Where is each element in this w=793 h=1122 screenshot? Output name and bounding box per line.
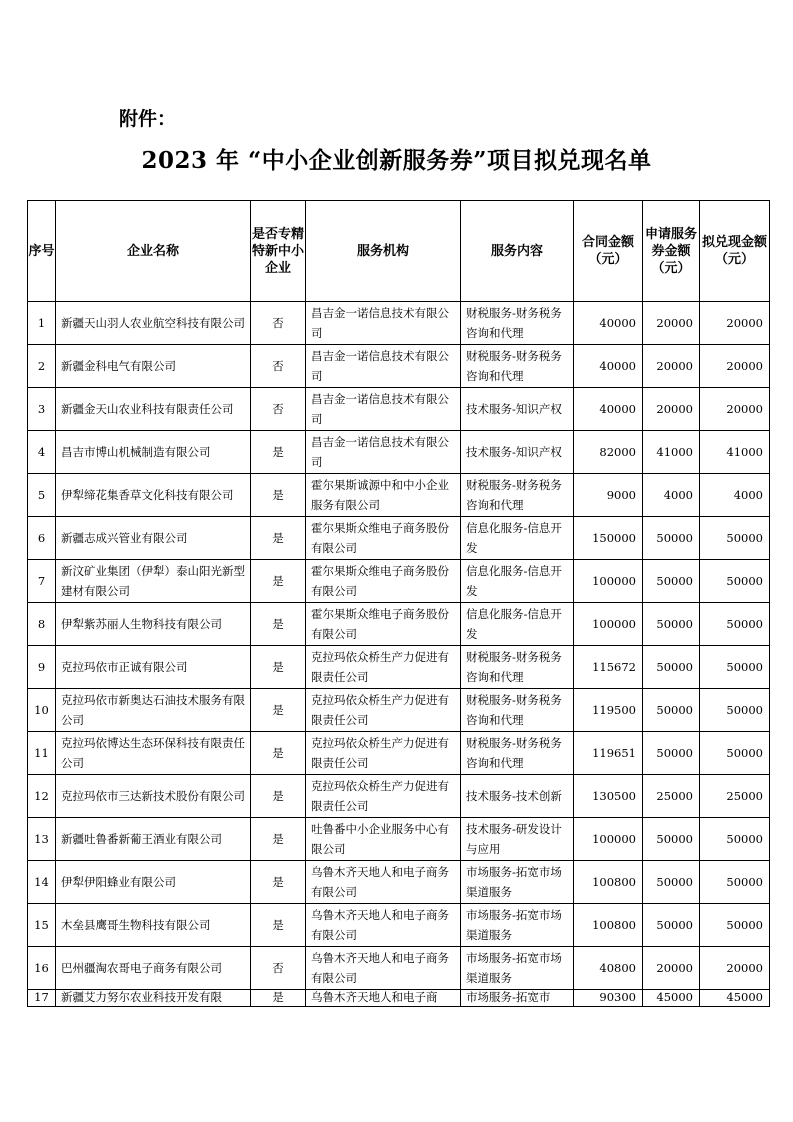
cell-applied: 45000 [643,990,700,1007]
table-row [28,990,770,1007]
cell-company: 昌吉市博山机械制造有限公司 [56,431,251,474]
cell-seq: 1 [28,302,56,345]
cell-sme: 是 [251,904,306,947]
cell-applied: 20000 [643,388,700,431]
cell-payout: 20000 [700,302,770,345]
cell-contract: 100800 [574,861,643,904]
attachment-label: 附件： [119,108,177,130]
cell-sme: 是 [251,603,306,646]
cell-agency: 乌鲁木齐天地人和电子商务有限公司 [306,947,461,990]
award-list-table [27,200,770,1007]
cell-company: 克拉玛依市正诚有限公司 [56,646,251,689]
cell-applied: 50000 [643,732,700,775]
cell-contract: 130500 [574,775,643,818]
table-row [28,431,770,474]
cell-contract: 100000 [574,560,643,603]
cell-seq: 12 [28,775,56,818]
cell-contract: 100000 [574,603,643,646]
cell-sme: 是 [251,818,306,861]
header-contract: 合同金额（元） [574,201,643,302]
header-content: 服务内容 [461,201,574,302]
cell-payout: 50000 [700,517,770,560]
cell-contract: 150000 [574,517,643,560]
cell-company: 新疆志成兴管业有限公司 [56,517,251,560]
table-row [28,388,770,431]
cell-agency: 克拉玛依众桥生产力促进有限责任公司 [306,732,461,775]
cell-payout: 50000 [700,732,770,775]
cell-agency: 昌吉金一诺信息技术有限公司 [306,302,461,345]
cell-contract: 100800 [574,904,643,947]
cell-agency: 昌吉金一诺信息技术有限公司 [306,431,461,474]
header-applied: 申请服务券金额（元） [643,201,700,302]
cell-payout: 25000 [700,775,770,818]
cell-payout: 41000 [700,431,770,474]
cell-applied: 50000 [643,560,700,603]
cell-content: 财税服务-财务税务咨询和代理 [461,302,574,345]
cell-payout: 50000 [700,904,770,947]
cell-seq: 9 [28,646,56,689]
table-row [28,646,770,689]
cell-agency: 乌鲁木齐天地人和电子商 [306,990,461,1007]
cell-company: 新疆金天山农业科技有限责任公司 [56,388,251,431]
cell-applied: 41000 [643,431,700,474]
cell-company: 新汶矿业集团（伊犁）泰山阳光新型建材有限公司 [56,560,251,603]
cell-content: 市场服务-拓宽市 [461,990,574,1007]
cell-contract: 115672 [574,646,643,689]
cell-content: 财税服务-财务税务咨询和代理 [461,732,574,775]
cell-sme: 是 [251,431,306,474]
cell-applied: 50000 [643,517,700,560]
table-row [28,345,770,388]
cell-contract: 40000 [574,388,643,431]
table-row [28,302,770,345]
cell-content: 市场服务-拓宽市场渠道服务 [461,947,574,990]
table-row [28,517,770,560]
cell-sme: 是 [251,646,306,689]
cell-seq: 17 [28,990,56,1007]
table-row [28,818,770,861]
cell-applied: 50000 [643,904,700,947]
cell-sme: 是 [251,990,306,1007]
cell-agency: 乌鲁木齐天地人和电子商务有限公司 [306,861,461,904]
cell-payout: 20000 [700,388,770,431]
cell-seq: 3 [28,388,56,431]
cell-applied: 50000 [643,603,700,646]
cell-company: 伊犁缔花集香草文化科技有限公司 [56,474,251,517]
cell-company: 克拉玛依市新奥达石油技术服务有限公司 [56,689,251,732]
cell-sme: 是 [251,775,306,818]
cell-payout: 4000 [700,474,770,517]
table-row [28,775,770,818]
cell-applied: 25000 [643,775,700,818]
cell-company: 新疆天山羽人农业航空科技有限公司 [56,302,251,345]
table-row [28,732,770,775]
table-row [28,904,770,947]
cell-agency: 昌吉金一诺信息技术有限公司 [306,345,461,388]
cell-seq: 16 [28,947,56,990]
cell-content: 市场服务-拓宽市场渠道服务 [461,861,574,904]
cell-content: 市场服务-拓宽市场渠道服务 [461,904,574,947]
cell-sme: 否 [251,388,306,431]
cell-applied: 50000 [643,818,700,861]
cell-content: 财税服务-财务税务咨询和代理 [461,345,574,388]
cell-contract: 119500 [574,689,643,732]
header-sme: 是否专精特新中小企业 [251,201,306,302]
cell-contract: 40000 [574,302,643,345]
cell-content: 财税服务-财务税务咨询和代理 [461,689,574,732]
cell-applied: 20000 [643,947,700,990]
cell-applied: 50000 [643,689,700,732]
cell-sme: 是 [251,560,306,603]
cell-seq: 13 [28,818,56,861]
cell-agency: 乌鲁木齐天地人和电子商务有限公司 [306,904,461,947]
cell-content: 财税服务-财务税务咨询和代理 [461,474,574,517]
cell-seq: 14 [28,861,56,904]
cell-seq: 5 [28,474,56,517]
cell-contract: 82000 [574,431,643,474]
cell-company: 克拉玛依博达生态环保科技有限责任公司 [56,732,251,775]
cell-sme: 是 [251,474,306,517]
cell-sme: 是 [251,517,306,560]
cell-agency: 霍尔果斯众维电子商务股份有限公司 [306,560,461,603]
cell-agency: 昌吉金一诺信息技术有限公司 [306,388,461,431]
cell-contract: 40000 [574,345,643,388]
cell-sme: 否 [251,345,306,388]
cell-company: 新疆吐鲁番新葡王酒业有限公司 [56,818,251,861]
cell-agency: 霍尔果斯诚源中和中小企业服务有限公司 [306,474,461,517]
cell-sme: 是 [251,861,306,904]
cell-agency: 霍尔果斯众维电子商务股份有限公司 [306,517,461,560]
cell-seq: 4 [28,431,56,474]
cell-content: 技术服务-技术创新 [461,775,574,818]
cell-agency: 吐鲁番中小企业服务中心有限公司 [306,818,461,861]
cell-applied: 20000 [643,345,700,388]
cell-seq: 2 [28,345,56,388]
cell-contract: 100000 [574,818,643,861]
cell-payout: 50000 [700,861,770,904]
cell-company: 伊犁伊阳蜂业有限公司 [56,861,251,904]
cell-company: 克拉玛依市三达新技术股份有限公司 [56,775,251,818]
cell-payout: 50000 [700,603,770,646]
table-row [28,603,770,646]
cell-content: 财税服务-财务税务咨询和代理 [461,646,574,689]
table-row [28,689,770,732]
cell-contract: 40800 [574,947,643,990]
cell-payout: 20000 [700,947,770,990]
cell-seq: 6 [28,517,56,560]
cell-content: 技术服务-研发设计与应用 [461,818,574,861]
table-header-row [28,201,770,302]
cell-seq: 7 [28,560,56,603]
document-title: 2023 年 “中小企业创新服务券”项目拟兑现名单 [141,147,652,174]
cell-company: 伊犁紫苏丽人生物科技有限公司 [56,603,251,646]
cell-sme: 否 [251,947,306,990]
table-row [28,560,770,603]
cell-company: 木垒县鹰哥生物科技有限公司 [56,904,251,947]
cell-payout: 50000 [700,560,770,603]
cell-contract: 119651 [574,732,643,775]
cell-seq: 11 [28,732,56,775]
cell-seq: 15 [28,904,56,947]
cell-applied: 50000 [643,646,700,689]
cell-company: 巴州疆淘农哥电子商务有限公司 [56,947,251,990]
cell-payout: 45000 [700,990,770,1007]
header-payout: 拟兑现金额（元） [700,201,770,302]
cell-company: 新疆艾力努尔农业科技开发有限 [56,990,251,1007]
cell-payout: 50000 [700,689,770,732]
cell-content: 技术服务-知识产权 [461,431,574,474]
header-seq: 序号 [28,201,56,302]
header-agency: 服务机构 [306,201,461,302]
cell-contract: 90300 [574,990,643,1007]
cell-content: 信息化服务-信息开发 [461,560,574,603]
cell-applied: 4000 [643,474,700,517]
cell-content: 信息化服务-信息开发 [461,517,574,560]
cell-agency: 霍尔果斯众维电子商务股份有限公司 [306,603,461,646]
cell-applied: 50000 [643,861,700,904]
cell-seq: 8 [28,603,56,646]
table-row [28,474,770,517]
cell-applied: 20000 [643,302,700,345]
cell-company: 新疆金科电气有限公司 [56,345,251,388]
cell-agency: 克拉玛依众桥生产力促进有限责任公司 [306,689,461,732]
cell-sme: 是 [251,689,306,732]
cell-content: 信息化服务-信息开发 [461,603,574,646]
header-company: 企业名称 [56,201,251,302]
cell-sme: 否 [251,302,306,345]
table-row [28,947,770,990]
cell-payout: 50000 [700,646,770,689]
cell-content: 技术服务-知识产权 [461,388,574,431]
cell-payout: 20000 [700,345,770,388]
cell-payout: 50000 [700,818,770,861]
cell-agency: 克拉玛依众桥生产力促进有限责任公司 [306,775,461,818]
cell-agency: 克拉玛依众桥生产力促进有限责任公司 [306,646,461,689]
cell-seq: 10 [28,689,56,732]
cell-contract: 9000 [574,474,643,517]
table-row [28,861,770,904]
cell-sme: 是 [251,732,306,775]
